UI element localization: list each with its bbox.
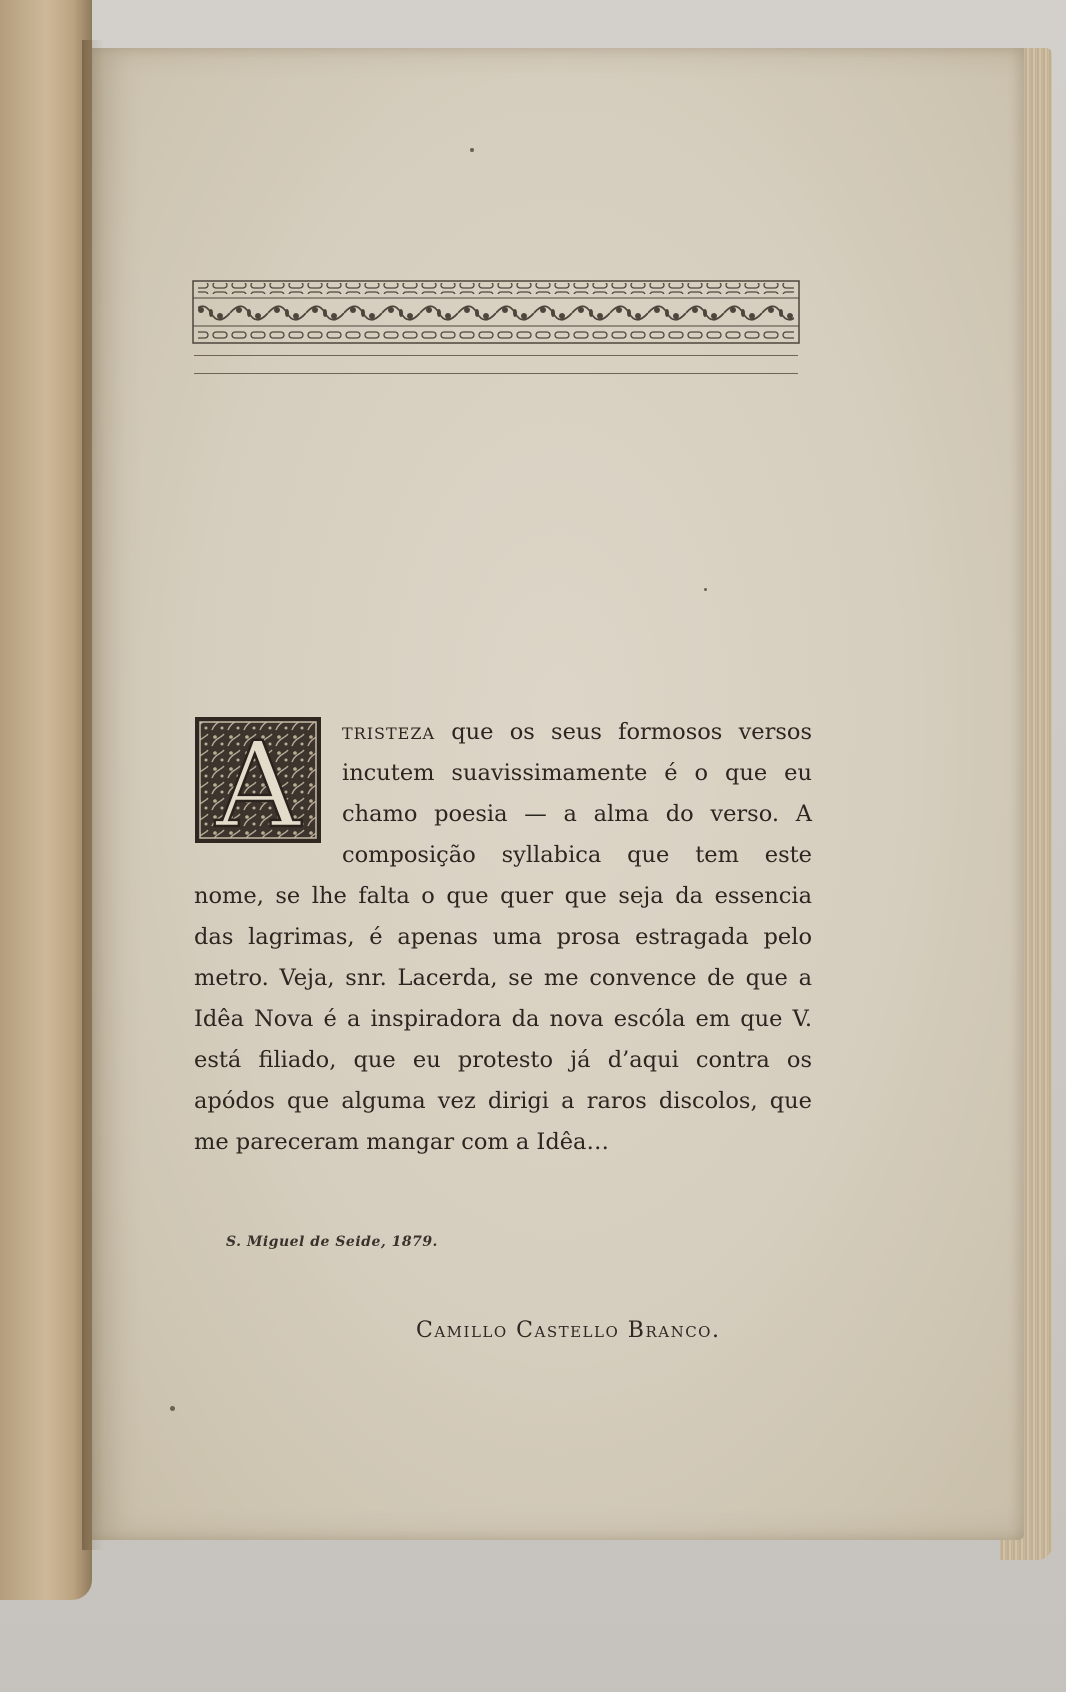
left-page [0, 0, 92, 1600]
paper-speck [170, 1406, 175, 1411]
ornament-rule-upper [194, 355, 798, 356]
header-ornament [192, 280, 800, 344]
first-word: tristeza [342, 719, 436, 745]
body-paragraph [194, 712, 812, 1163]
place-date: S. Miguel de Seide, 1879. [226, 1234, 438, 1250]
author-signature: Camillo Castello Branco. [416, 1318, 721, 1343]
right-page [92, 48, 1024, 1540]
ornament-rule-lower [194, 373, 798, 374]
initial-letter: A [215, 716, 301, 844]
book-gutter [82, 40, 104, 1550]
paper-speck [470, 148, 474, 152]
decorated-initial [194, 716, 322, 844]
paper-speck [704, 588, 707, 591]
body-text: que os seus formosos versos incutem suavissimamente é o que eu chamo poesia — a alma do verso. A composição syllabica que tem este nome, se lhe falta o que quer que seja da essencia das lagrimas, é apenas uma prosa estragada pelo metro. Veja, snr. Lacerda, se me convence de que a Idêa Nova é a inspiradora da nova escóla em que V. está filiado, que eu protesto já d’aqui contra os apódos que alguma vez dirigi a raros discolos, que me pareceram mangar com a Idêa… [194, 719, 812, 1155]
